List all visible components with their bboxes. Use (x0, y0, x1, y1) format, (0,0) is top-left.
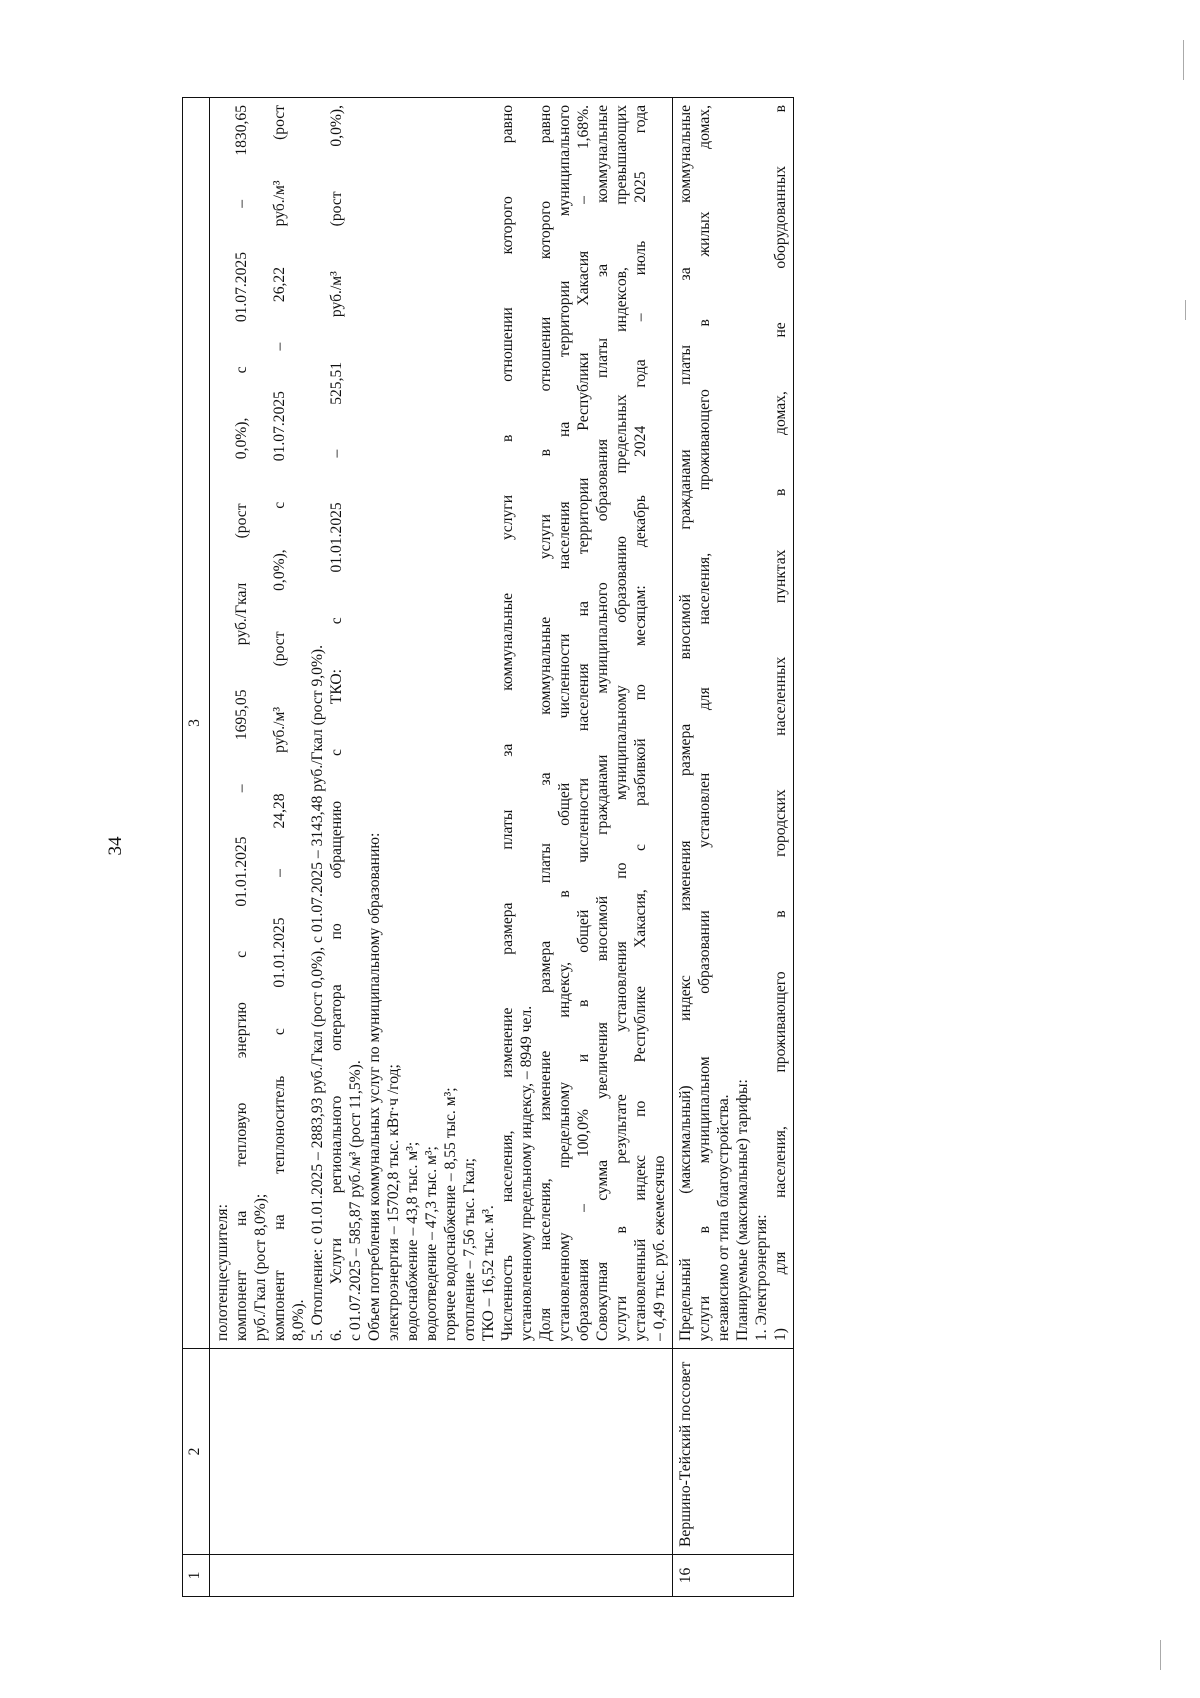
text-line: Планируемые (максимальные) тарифы: (734, 1079, 751, 1341)
table-header-row (183, 98, 210, 1597)
text-line: независимо от типа благоустройства. (715, 1094, 732, 1341)
text-line: услуги в муниципальном образовании установлен для населения, проживающего в жилых домах, (696, 105, 713, 1341)
scan-mark (1183, 40, 1184, 80)
text-line: руб./Гкал (рост 8,0%); (252, 1193, 269, 1341)
text-line: компонент на тепловую энергию с 01.01.2025 – 1695,05 руб./Гкал (рост 0,0%), с 01.07.2025 – 1830,65 (233, 105, 250, 1341)
description-lines (676, 105, 790, 1341)
text-line: Доля населения, изменение размера платы за коммунальные услуги в отношении которого равно (537, 105, 554, 1341)
rotated-sheet (182, 97, 1030, 1597)
header-cell: 1 (183, 1555, 210, 1597)
text-line: 1) для населения, проживающего в городских населенных пунктах в домах, не оборудованных в (772, 105, 789, 1341)
scan-mark (1160, 1640, 1161, 1670)
scan-mark (1185, 300, 1186, 320)
text-line: отопление – 7,56 тыс. Гкал; (461, 1158, 478, 1341)
text-line: электроэнергия – 15702,8 тыс. кВт·ч /год; (385, 1064, 402, 1341)
text-line: Объем потребления коммунальных услуг по муниципальному образованию: (366, 832, 383, 1341)
row-number-cell: 16 (673, 1555, 794, 1597)
text-line: 1. Электроэнергия: (753, 1214, 770, 1341)
text-line: водоотведение – 47,3 тыс. м³; (423, 1146, 440, 1341)
text-line: 6. Услуги регионального оператора по обращению с ТКО: с 01.01.2025 – 525,51 руб./м³ (рост 0,0%), (328, 105, 345, 1341)
table-row-16 (673, 98, 794, 1597)
description-cell (673, 98, 794, 1349)
text-line: полотенцесушителя: (214, 1204, 231, 1341)
text-line: с 01.07.2025 – 585,87 руб./м³ (рост 11,5%). (347, 1060, 364, 1341)
text-line: установленный индекс по Республике Хакасия, с разбивкой по месяцам: декабрь 2024 года – июль 2025 года (632, 105, 649, 1341)
header-cell: 3 (183, 98, 210, 1349)
table-row-continuation (210, 98, 673, 1597)
text-line: установленному предельному индексу, – 8949 чел. (518, 1005, 535, 1341)
page-number: 34 (105, 836, 126, 856)
header-cell: 2 (183, 1349, 210, 1555)
text-line: 5. Отопление: с 01.01.2025 – 2883,93 руб./Гкал (рост 0,0%), с 01.07.2025 – 3143,48 руб./Гкал (рост 9,0%). (309, 644, 326, 1341)
document-table (182, 97, 794, 1597)
text-line: Совокупная сумма увеличения вносимой гражданами муниципального образования платы за коммунальные (594, 105, 611, 1341)
text-line: Численность населения, изменение размера платы за коммунальные услуги в отношении которого равно (499, 105, 516, 1341)
text-line: водоснабжение – 43,8 тыс. м³; (404, 1141, 421, 1341)
text-line: услуги в результате установления по муниципальному образованию предельных индексов, превышающих (613, 105, 630, 1341)
row-number-cell (210, 1555, 673, 1597)
text-line: ТКО – 16,52 тыс. м³. (480, 1205, 497, 1341)
municipality-cell (210, 1349, 673, 1555)
municipality-cell: Вершино-Тейский поссовет (673, 1349, 794, 1555)
text-line: 8,0%). (290, 1299, 307, 1341)
text-line: – 0,49 тыс. руб. ежемесячно (651, 1155, 668, 1341)
description-lines (213, 105, 669, 1341)
text-line: горячее водоснабжение – 8,55 тыс. м³; (442, 1087, 459, 1341)
text-line: установленному предельному индексу, в общей численности населения на территории муниципального (556, 105, 573, 1341)
description-cell (210, 98, 673, 1349)
text-line: компонент на теплоноситель с 01.01.2025 – 24,28 руб./м³ (рост 0,0%), с 01.07.2025 – 26,22 руб./м³ (рост (271, 105, 288, 1341)
text-line: образования – 100,0% и в общей численности населения на территории Республики Хакасия – 1,68%. (575, 105, 592, 1341)
text-line: Предельный (максимальный) индекс изменения размера вносимой гражданами платы за коммунальные (677, 105, 694, 1341)
